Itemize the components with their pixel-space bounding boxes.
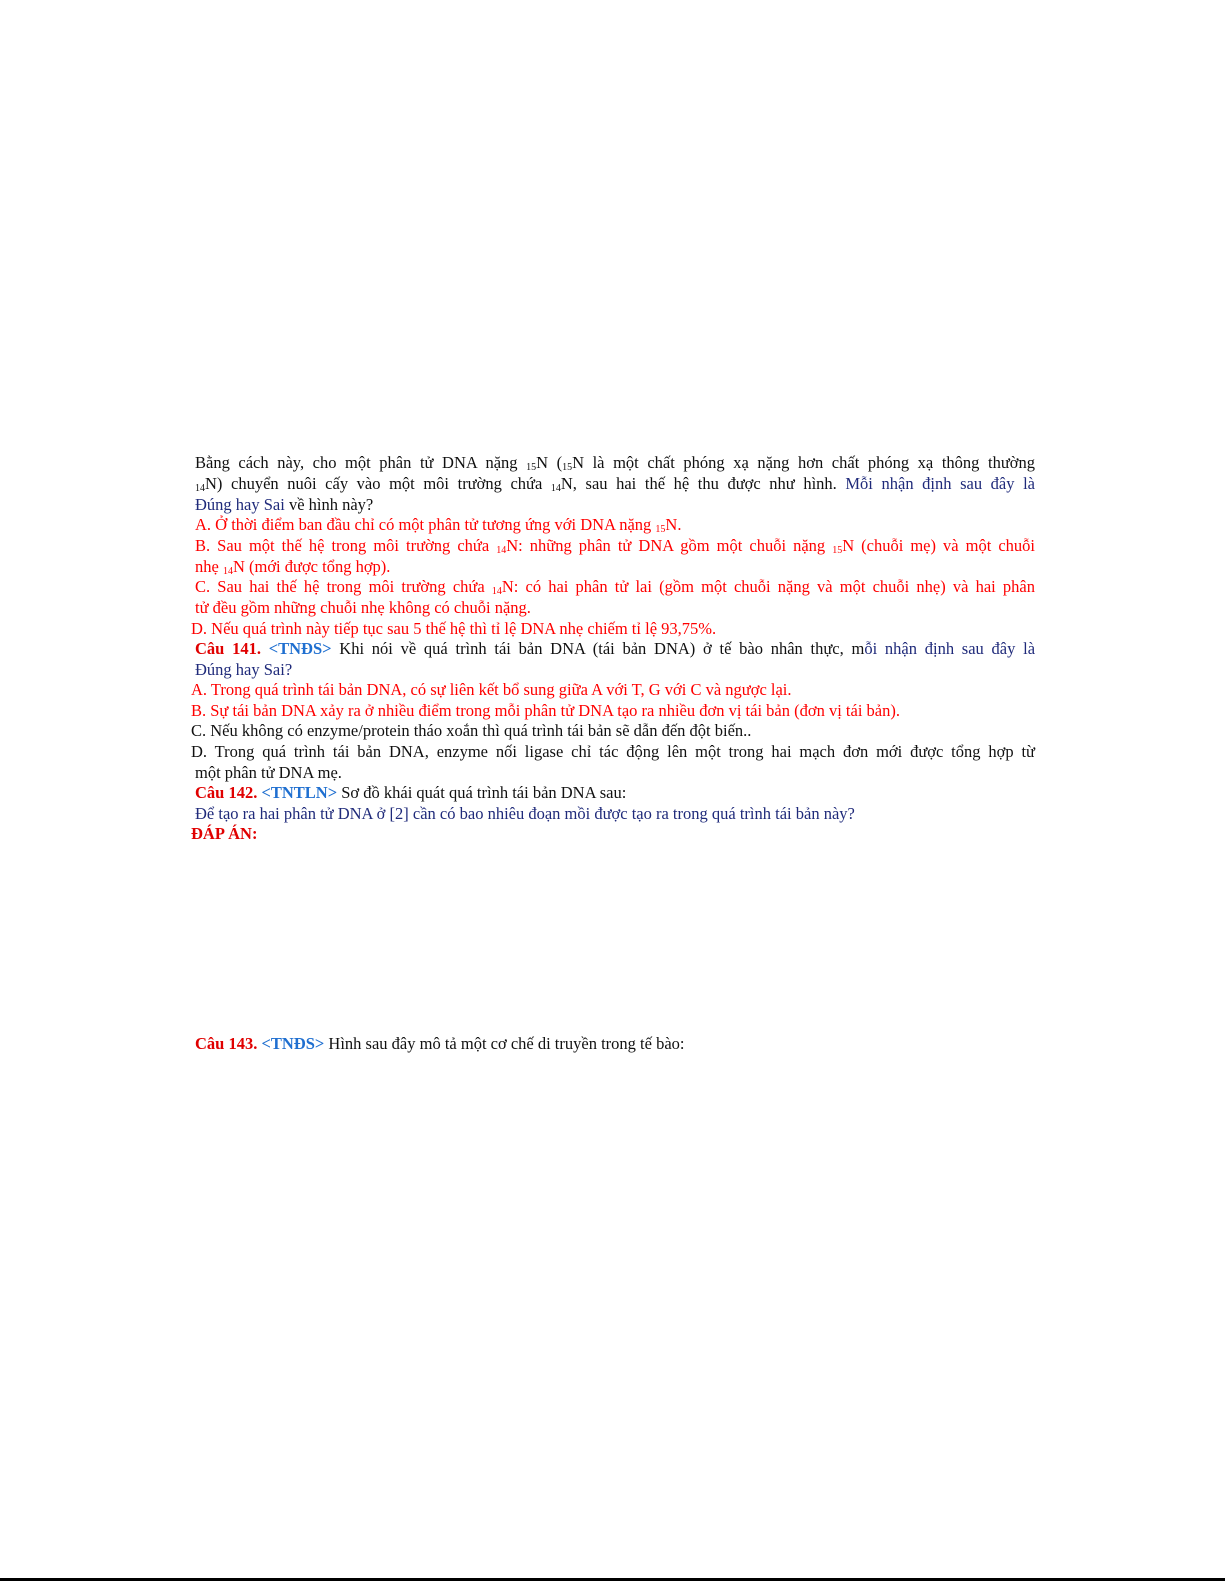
q143-heading: Câu 143. <TNĐS> Hình sau đây mô tả một cơ chế di truyền trong tế bào:	[195, 1034, 685, 1053]
q141-option-a: A. Trong quá trình tái bản DNA, có sự liên kết bổ sung giữa A với T, G với C và ngược lại.	[191, 680, 792, 699]
q140-option-c-line-1: C. Sau hai thế hệ trong môi trường chứa $_{14}$N: có hai phân tử lai (gồm một chuỗi nặng và một chuỗi nhẹ) và hai phân	[195, 577, 1036, 597]
q140-option-b-line-1: B. Sau một thế hệ trong môi trường chứa $_{14}$N: những phân tử DNA gồm một chuỗi nặng $_{15}$N (chuỗi mẹ) và một chuỗi	[195, 536, 1035, 556]
q142-question: Để tạo ra hai phân tử DNA ở [2] cần có bao nhiêu đoạn mồi được tạo ra trong quá trình tái bản này?	[195, 804, 855, 823]
q140-option-a: A. Ở thời điểm ban đầu chỉ có một phân tử tương ứng với DNA nặng $_{15}$N.	[195, 515, 682, 535]
q140-option-d: D. Nếu quá trình này tiếp tục sau 5 thế hệ thì tỉ lệ DNA nhẹ chiếm tỉ lệ 93,75%.	[191, 619, 717, 638]
q140-option-b-line-2: nhẹ $_{14}$N (mới được tổng hợp).	[195, 557, 391, 577]
q141-heading-line-1: Câu 141. <TNĐS> Khi nói về quá trình tái bản DNA (tái bản DNA) ở tế bào nhân thực, mỗi nhận định sau đây là	[195, 639, 1036, 658]
page-bottom-border	[0, 1578, 1225, 1581]
q140-line-3: Đúng hay Sai về hình này?	[195, 495, 374, 514]
q141-option-c: C. Nếu không có enzyme/protein tháo xoắn thì quá trình tái bản sẽ dẫn đến đột biến..	[191, 721, 752, 740]
q142-answer-label: ĐÁP ÁN:	[191, 824, 258, 843]
q141-option-b: B. Sự tái bản DNA xảy ra ở nhiều điểm trong mỗi phân tử DNA tạo ra nhiều đơn vị tái bản (đơn vị tái bản).	[191, 701, 900, 720]
q140-option-c-line-2: tử đều gồm những chuỗi nhẹ không có chuỗi nặng.	[195, 598, 531, 617]
q141-option-d-line-1: D. Trong quá trình tái bản DNA, enzyme nối ligase chỉ tác động lên một trong hai mạch đơn mới được tổng hợp từ	[191, 742, 1035, 761]
q140-line-2: $_{14}$N) chuyển nuôi cấy vào một môi trường chứa $_{14}$N, sau hai thế hệ thu được như hình. Mỗi nhận định sau đây là	[195, 474, 1035, 494]
q141-heading-line-2: Đúng hay Sai?	[195, 660, 293, 679]
q142-heading: Câu 142. <TNTLN> Sơ đồ khái quát quá trình tái bản DNA sau:	[195, 783, 627, 802]
q141-option-d-line-2: một phân tử DNA mẹ.	[195, 763, 342, 782]
q140-line-1: Bằng cách này, cho một phân tử DNA nặng $_{15}$N ($_{15}N$ là một chất phóng xạ nặng hơn chất phóng xạ thông thường	[195, 453, 1035, 473]
